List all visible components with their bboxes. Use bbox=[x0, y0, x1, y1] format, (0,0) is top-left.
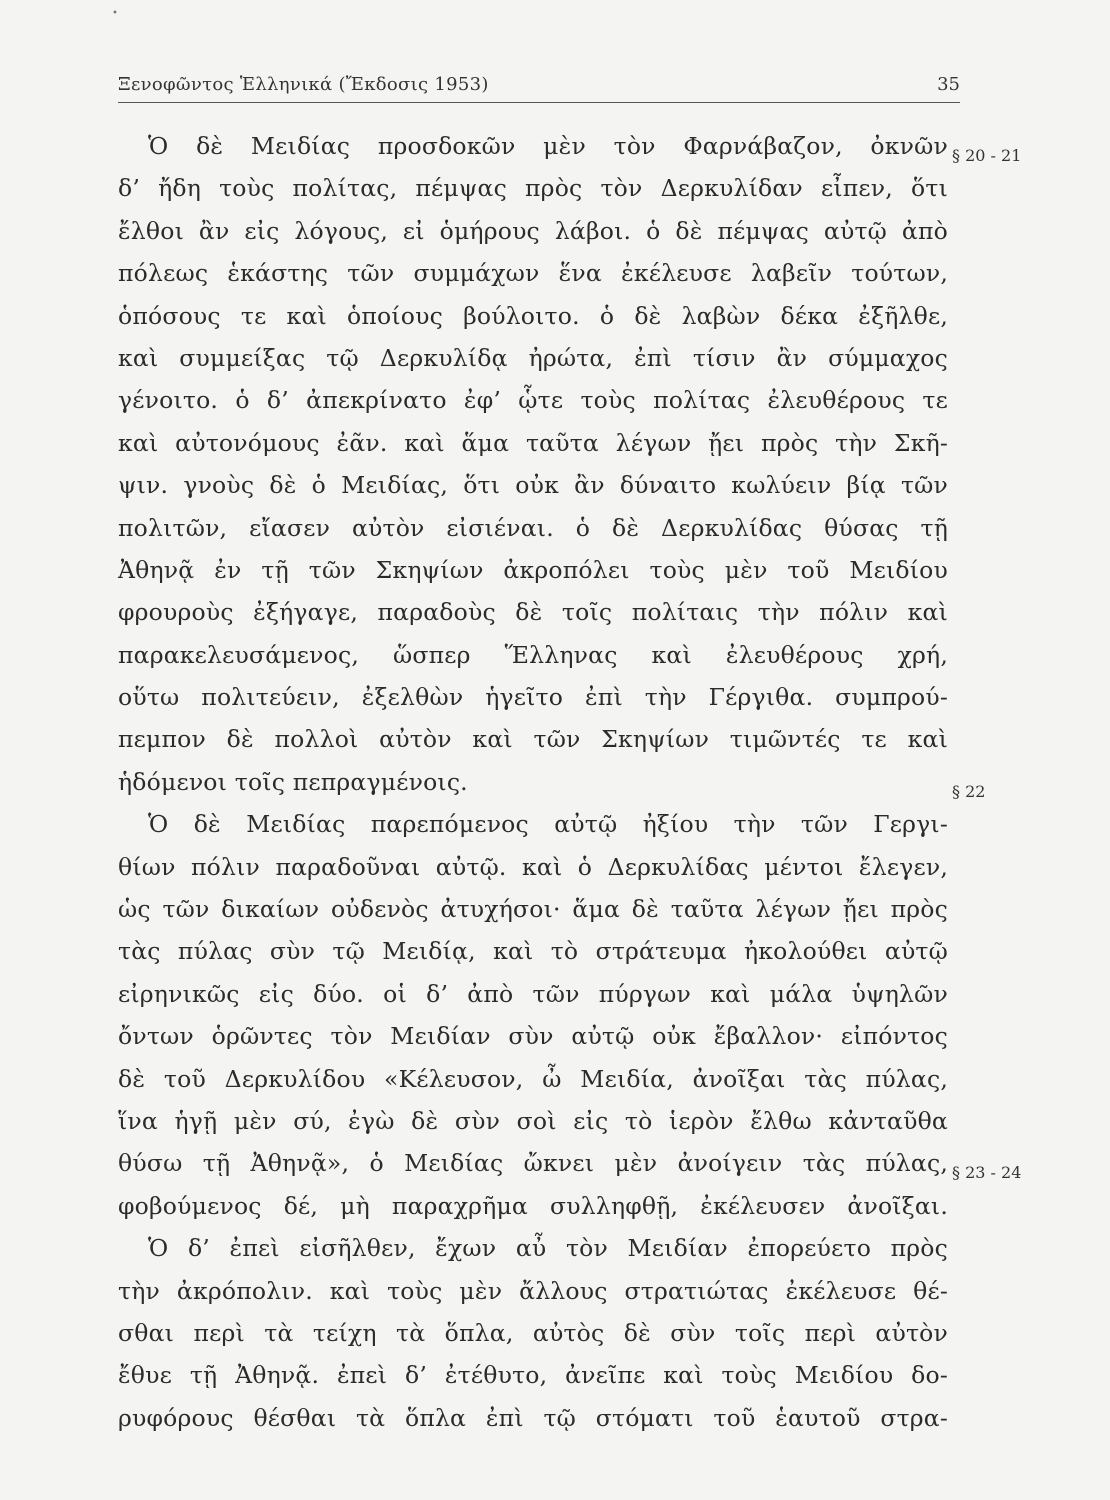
text-line: δ’ ἤδη τοὺς πολίτας, πέμψας πρὸς τὸν Δερκυλίδαν εἶπεν, ὅτι bbox=[118, 174, 948, 203]
body-text bbox=[118, 125, 948, 1439]
text-line: ὄντων ὁρῶντες τὸν Μειδίαν σὺν αὐτῷ οὐκ ἔβαλλον· εἰπόντος bbox=[118, 1022, 948, 1051]
margin-section-ref: § 20 - 21 bbox=[952, 146, 1022, 165]
text-line: γένοιτο. ὁ δ’ ἀπεκρίνατο ἐφ’ ᾧτε τοὺς πολίτας ἐλευθέρους τε bbox=[118, 386, 948, 415]
text-line: παρακελευσάμενος, ὥσπερ Ἕλληνας καὶ ἐλευθέρους χρή, bbox=[118, 640, 948, 669]
text-line: πόλεως ἑκάστης τῶν συμμάχων ἕνα ἐκέλευσε λαβεῖν τούτων, bbox=[118, 259, 948, 288]
text-line: πεμπον δὲ πολλοὶ αὐτὸν καὶ τῶν Σκηψίων τιμῶντές τε καὶ bbox=[118, 725, 948, 754]
text-line: ἔλθοι ἂν εἰς λόγους, εἰ ὁμήρους λάβοι. ὁ δὲ πέμψας αὐτῷ ἀπὸ bbox=[118, 216, 948, 245]
text-line: Ἀθηνᾷ ἐν τῇ τῶν Σκηψίων ἀκροπόλει τοὺς μὲν τοῦ Μειδίου bbox=[118, 555, 948, 584]
margin-section-ref: § 23 - 24 bbox=[952, 1163, 1022, 1182]
corner-mark: • bbox=[112, 8, 118, 19]
text-line: τὴν ἀκρόπολιν. καὶ τοὺς μὲν ἄλλους στρατιώτας ἐκέλευσε θέ- bbox=[118, 1276, 948, 1305]
text-line: ἵνα ἡγῇ μὲν σύ, ἐγὼ δὲ σὺν σοὶ εἰς τὸ ἱερὸν ἔλθω κἀνταῦθα bbox=[118, 1106, 948, 1135]
text-line: οὕτω πολιτεύειν, ἐξελθὼν ἡγεῖτο ἐπὶ τὴν Γέργιθα. συμπρού- bbox=[118, 683, 948, 712]
text-line: πολιτῶν, εἴασεν αὐτὸν εἰσιέναι. ὁ δὲ Δερκυλίδας θύσας τῇ bbox=[118, 513, 948, 542]
text-line: καὶ συμμείξας τῷ Δερκυλίδᾳ ἠρώτα, ἐπὶ τίσιν ἂν σύμμαχος bbox=[118, 343, 948, 372]
text-line: θίων πόλιν παραδοῦναι αὐτῷ. καὶ ὁ Δερκυλίδας μέντοι ἔλεγεν, bbox=[118, 852, 948, 881]
text-line: σθαι περὶ τὰ τείχη τὰ ὅπλα, αὐτὸς δὲ σὺν τοῖς περὶ αὐτὸν bbox=[118, 1318, 948, 1347]
text-line: Ὁ δ’ ἐπεὶ εἰσῆλθεν, ἔχων αὖ τὸν Μειδίαν ἐπορεύετο πρὸς bbox=[148, 1234, 948, 1263]
text-line: καὶ αὐτονόμους ἐᾶν. καὶ ἅμα ταῦτα λέγων ᾔει πρὸς τὴν Σκῆ- bbox=[118, 428, 948, 457]
running-header bbox=[118, 74, 960, 103]
text-line: Ὁ δὲ Μειδίας παρεπόμενος αὐτῷ ἠξίου τὴν τῶν Γεργι- bbox=[148, 810, 948, 839]
text-line: φρουροὺς ἐξήγαγε, παραδοὺς δὲ τοῖς πολίταις τὴν πόλιν καὶ bbox=[118, 598, 948, 627]
text-line: ρυφόρους θέσθαι τὰ ὅπλα ἐπὶ τῷ στόματι τοῦ ἑαυτοῦ στρα- bbox=[118, 1403, 948, 1432]
page-number: 35 bbox=[937, 74, 960, 95]
margin-section-ref: § 22 bbox=[952, 782, 986, 801]
text-line: ψιν. γνοὺς δὲ ὁ Μειδίας, ὅτι οὐκ ἂν δύναιτο κωλύειν βίᾳ τῶν bbox=[118, 471, 948, 500]
text-line: Ὁ δὲ Μειδίας προσδοκῶν μὲν τὸν Φαρνάβαζον, ὀκνῶν bbox=[148, 132, 948, 160]
header-title: Ξενοφῶντος Ἑλληνικά (Ἔκδοσις 1953) bbox=[118, 74, 489, 95]
text-line: φοβούμενος δέ, μὴ παραχρῆμα συλληφθῇ, ἐκέλευσεν ἀνοῖξαι. bbox=[118, 1191, 948, 1220]
text-line: ἔθυε τῇ Ἀθηνᾷ. ἐπεὶ δ’ ἐτέθυτο, ἀνεῖπε καὶ τοὺς Μειδίου δο- bbox=[118, 1361, 948, 1390]
text-line: εἰρηνικῶς εἰς δύο. οἱ δ’ ἀπὸ τῶν πύργων καὶ μάλα ὑψηλῶν bbox=[118, 979, 948, 1008]
text-line: τὰς πύλας σὺν τῷ Μειδίᾳ, καὶ τὸ στράτευμα ἠκολούθει αὐτῷ bbox=[118, 937, 948, 966]
text-line: δὲ τοῦ Δερκυλίδου «Κέλευσον, ὦ Μειδία, ἀνοῖξαι τὰς πύλας, bbox=[118, 1064, 948, 1093]
text-line: ὁπόσους τε καὶ ὁποίους βούλοιτο. ὁ δὲ λαβὼν δέκα ἐξῆλθε, bbox=[118, 301, 948, 330]
text-line: ὡς τῶν δικαίων οὐδενὸς ἀτυχήσοι· ἅμα δὲ ταῦτα λέγων ᾔει πρὸς bbox=[118, 895, 948, 924]
text-line: ἡδόμενοι τοῖς πεπραγμένοις. bbox=[118, 767, 468, 796]
text-line: θύσω τῇ Ἀθηνᾷ», ὁ Μειδίας ὤκνει μὲν ἀνοίγειν τὰς πύλας, bbox=[118, 1149, 948, 1178]
